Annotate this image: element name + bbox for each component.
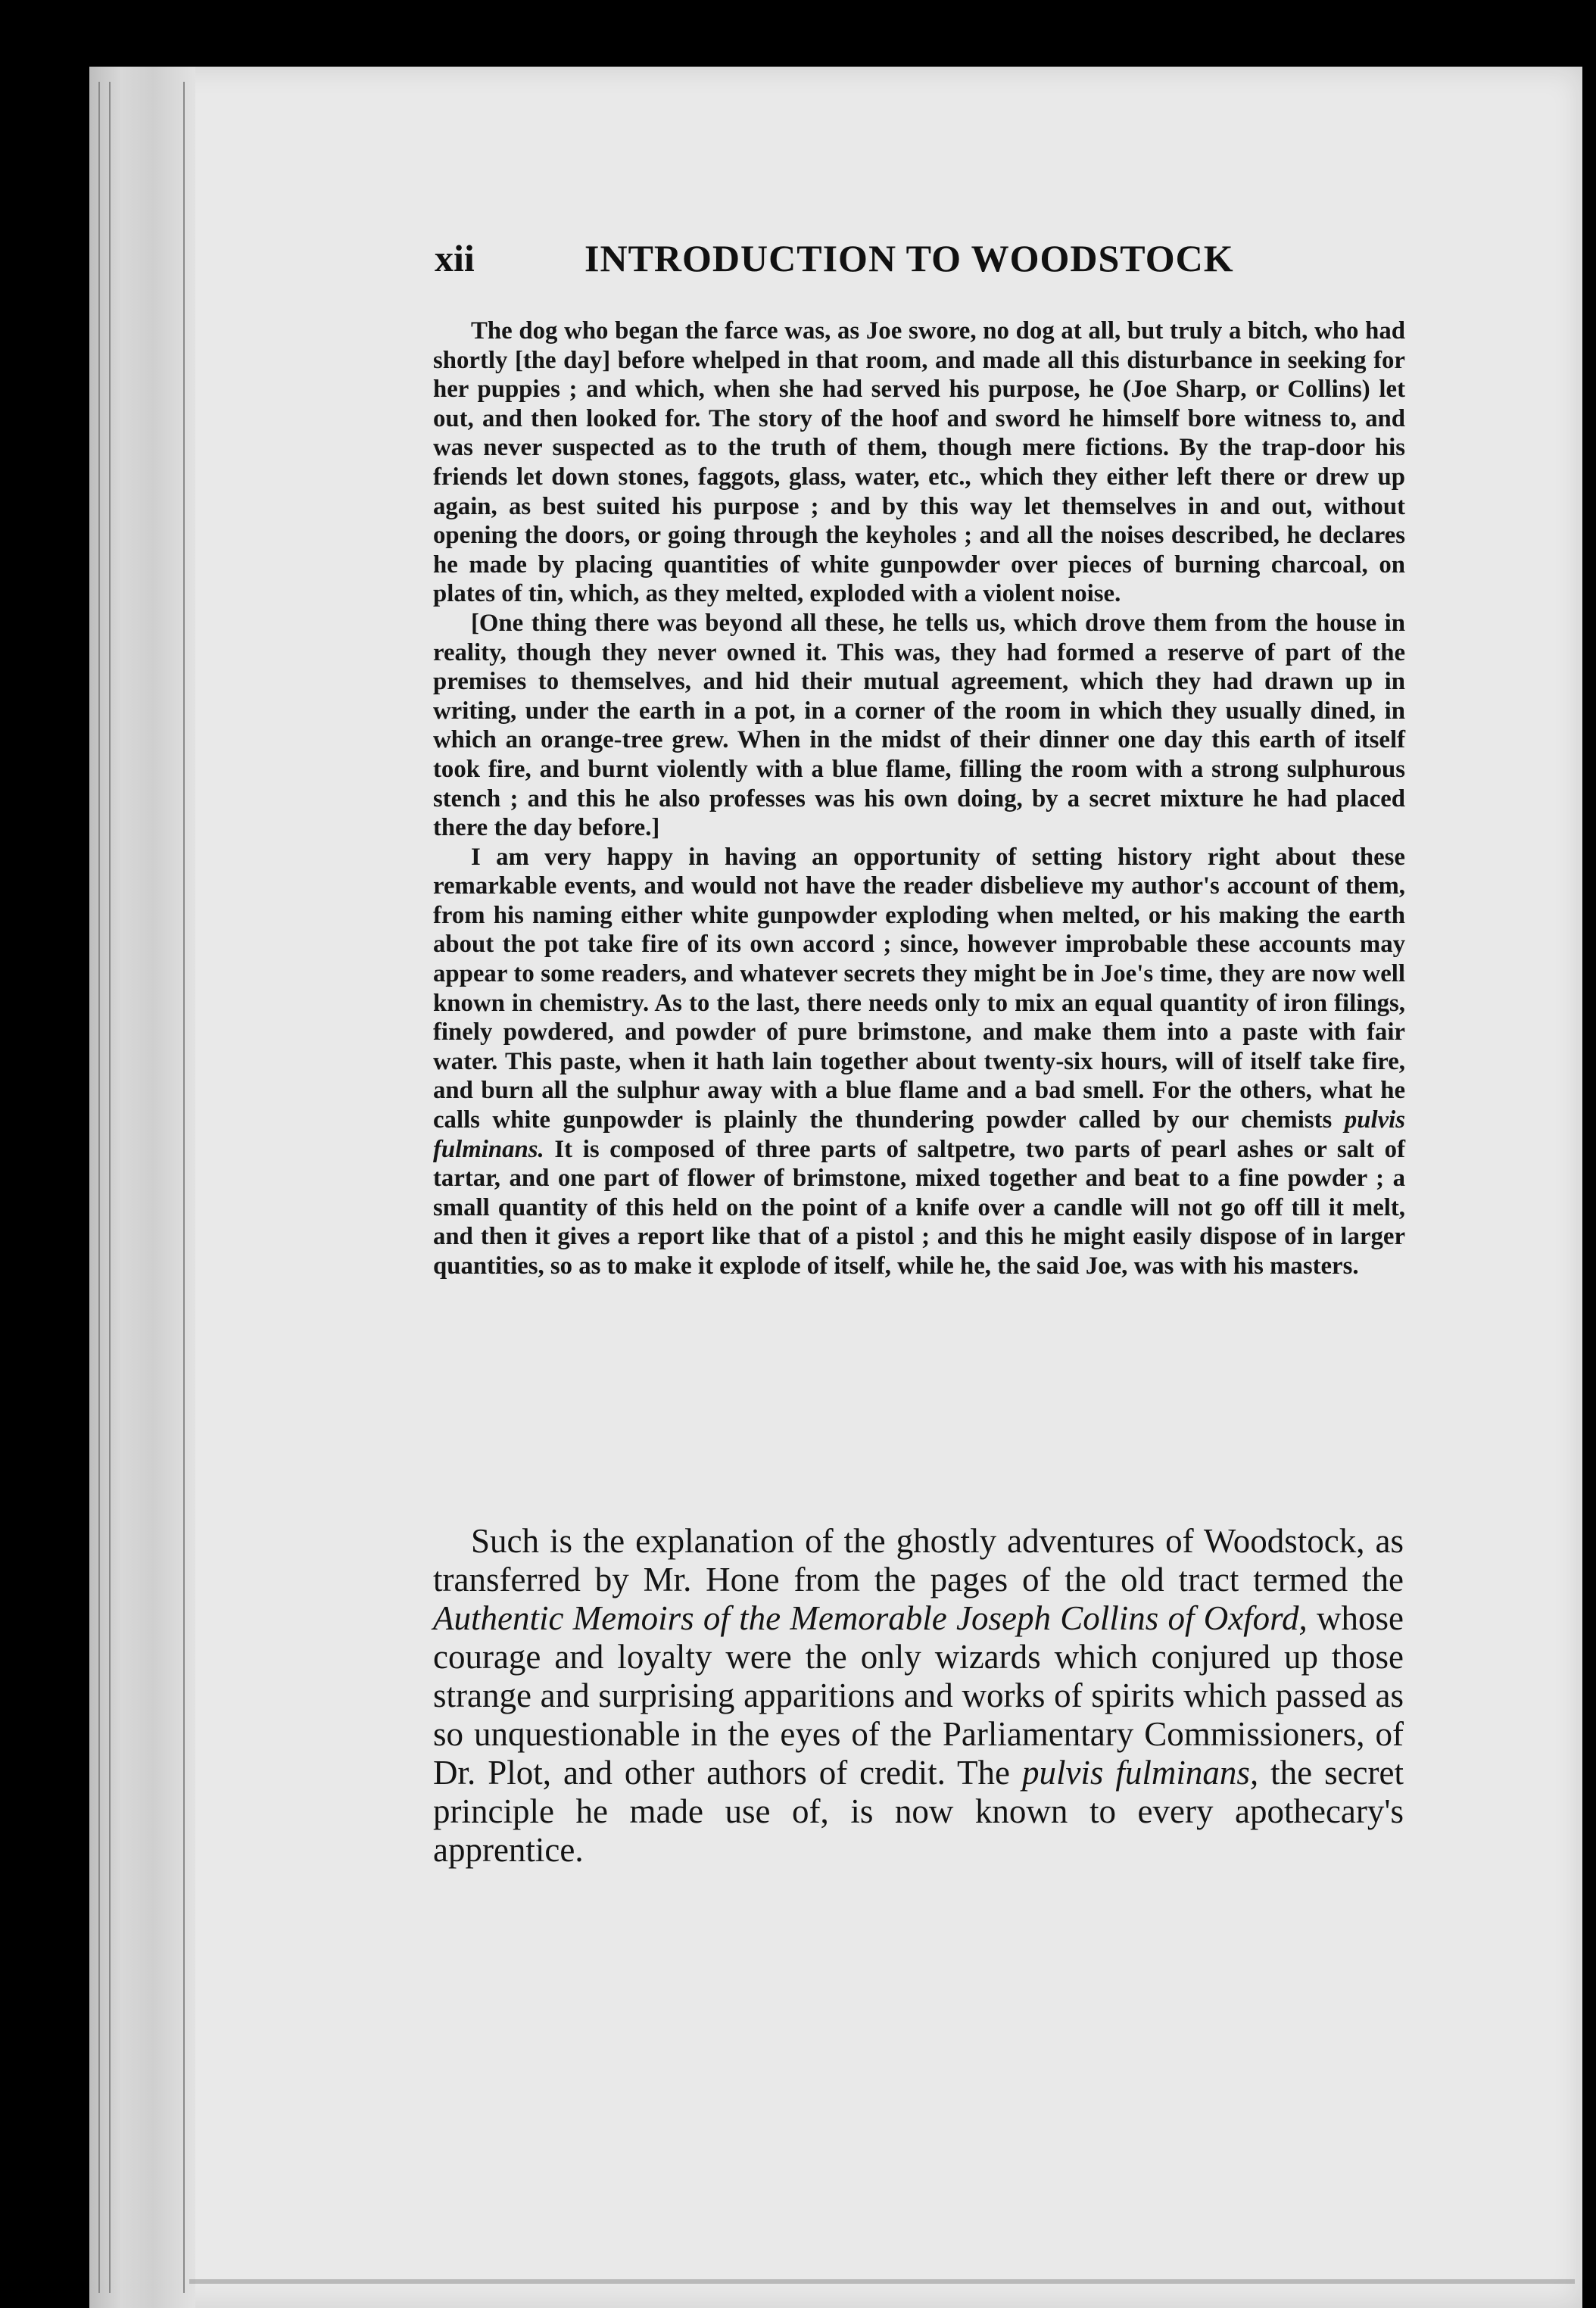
page-number: xii	[435, 237, 475, 279]
commentary-text	[433, 1522, 1404, 1870]
commentary-paragraph	[433, 1522, 1404, 1870]
quoted-extract	[433, 317, 1405, 1281]
page-header	[435, 236, 1261, 289]
extract-text: I am very happy in having an opportunity of setting history right about these remarkable events, and would not have the reader disbelieve my author's account of them, from his naming either white gunpowder exploding when melted, or his making the earth about the pot take fire of its own accord ; since, however improbable these accounts may appear to some readers, and whatever secrets they might be in Joe's time, they are now well known in chemistry. As to the last, there needs only to mix an equal quantity of iron filings, finely powdered, and powder of pure brimstone, and make them into a paste with fair water. This paste, when it hath lain together about twenty-six hours, will of itself take fire, and burn all the sulphur away with a blue flame and a bad smell. For the others, what he calls white gunpowder is plainly the thundering powder called by our chemists	[433, 843, 1405, 1134]
page-spine-edge	[89, 67, 195, 2308]
running-head: INTRODUCTION TO WOODSTOCK	[584, 237, 1234, 279]
page-bottom-edge	[189, 2279, 1575, 2284]
commentary-text-part: Such is the explanation of the ghostly adventures of Woodstock, as transferred by Mr. Hone from the pages of the old tract termed the	[433, 1522, 1404, 1598]
tract-title: Authentic Memoirs of the Memorable Joseph Collins of Oxford,	[433, 1599, 1308, 1637]
extract-paragraph: The dog who began the farce was, as Joe swore, no dog at all, but truly a bitch, who had shortly [the day] before whelped in that room, and made all this disturbance in seeking for her puppies ; and which, when she had served his purpose, he (Joe Sharp, or Collins) let out, and then looked for. The story of the hoof and sword he himself bore witness to, and was never suspected as to the truth of them, though mere fictions. By the trap-door his friends let down stones, faggots, glass, water, etc., which they either left there or drew up again, as best suited his purpose ; and by this way let themselves in and out, without opening the doors, or going through the keyholes ; and all the noises described, he declares he made by placing quantities of white gunpowder over pieces of burning charcoal, on plates of tin, which, as they melted, exploded with a violent noise.	[433, 317, 1405, 608]
extract-text: It is composed of three parts of saltpetre, two parts of pearl ashes or salt of tartar, and one part of flower of brimstone, mixed together and beat to a fine powder ; a small quantity of this held on the point of a knife over a candle will not go off till it melt, and then it gives a report like that of a pistol ; and this he might easily dispose of in larger quantities, so as to make it explode of itself, while he, the said Joe, was with his masters.	[433, 1135, 1405, 1280]
italic-term: pulvis fulminans,	[1021, 1754, 1259, 1792]
extract-paragraph	[433, 843, 1405, 1281]
commentary-text-part: the secret principle he made use of, is now known to every apothecary's apprentice.	[433, 1754, 1404, 1869]
extract-paragraph: [One thing there was beyond all these, he tells us, which drove them from the house in reality, though they never owned it. This was, they had formed a reserve of part of the premises to themselves, and hid their mutual agreement, which they had drawn up in writing, under the earth in a pot, in a corner of the room in which they usually dined, in which an orange-tree grew. When in the midst of their dinner one day this earth of itself took fire, and burnt violently with a blue flame, filling the room with a strong sulphurous stench ; and this he also professes was his own doing, by a secret mixture he had placed there the day before.]	[433, 609, 1405, 842]
extract-italic-term: pulvis fulminans.	[433, 1106, 1405, 1163]
commentary-text-part: whose courage and loyalty were the only wizards which conjured up those strange and surprising apparitions and works of spirits which passed as so unquestionable in the eyes of the Parliamentary Commissioners, of Dr. Plot, and other authors of credit. The	[433, 1599, 1404, 1792]
